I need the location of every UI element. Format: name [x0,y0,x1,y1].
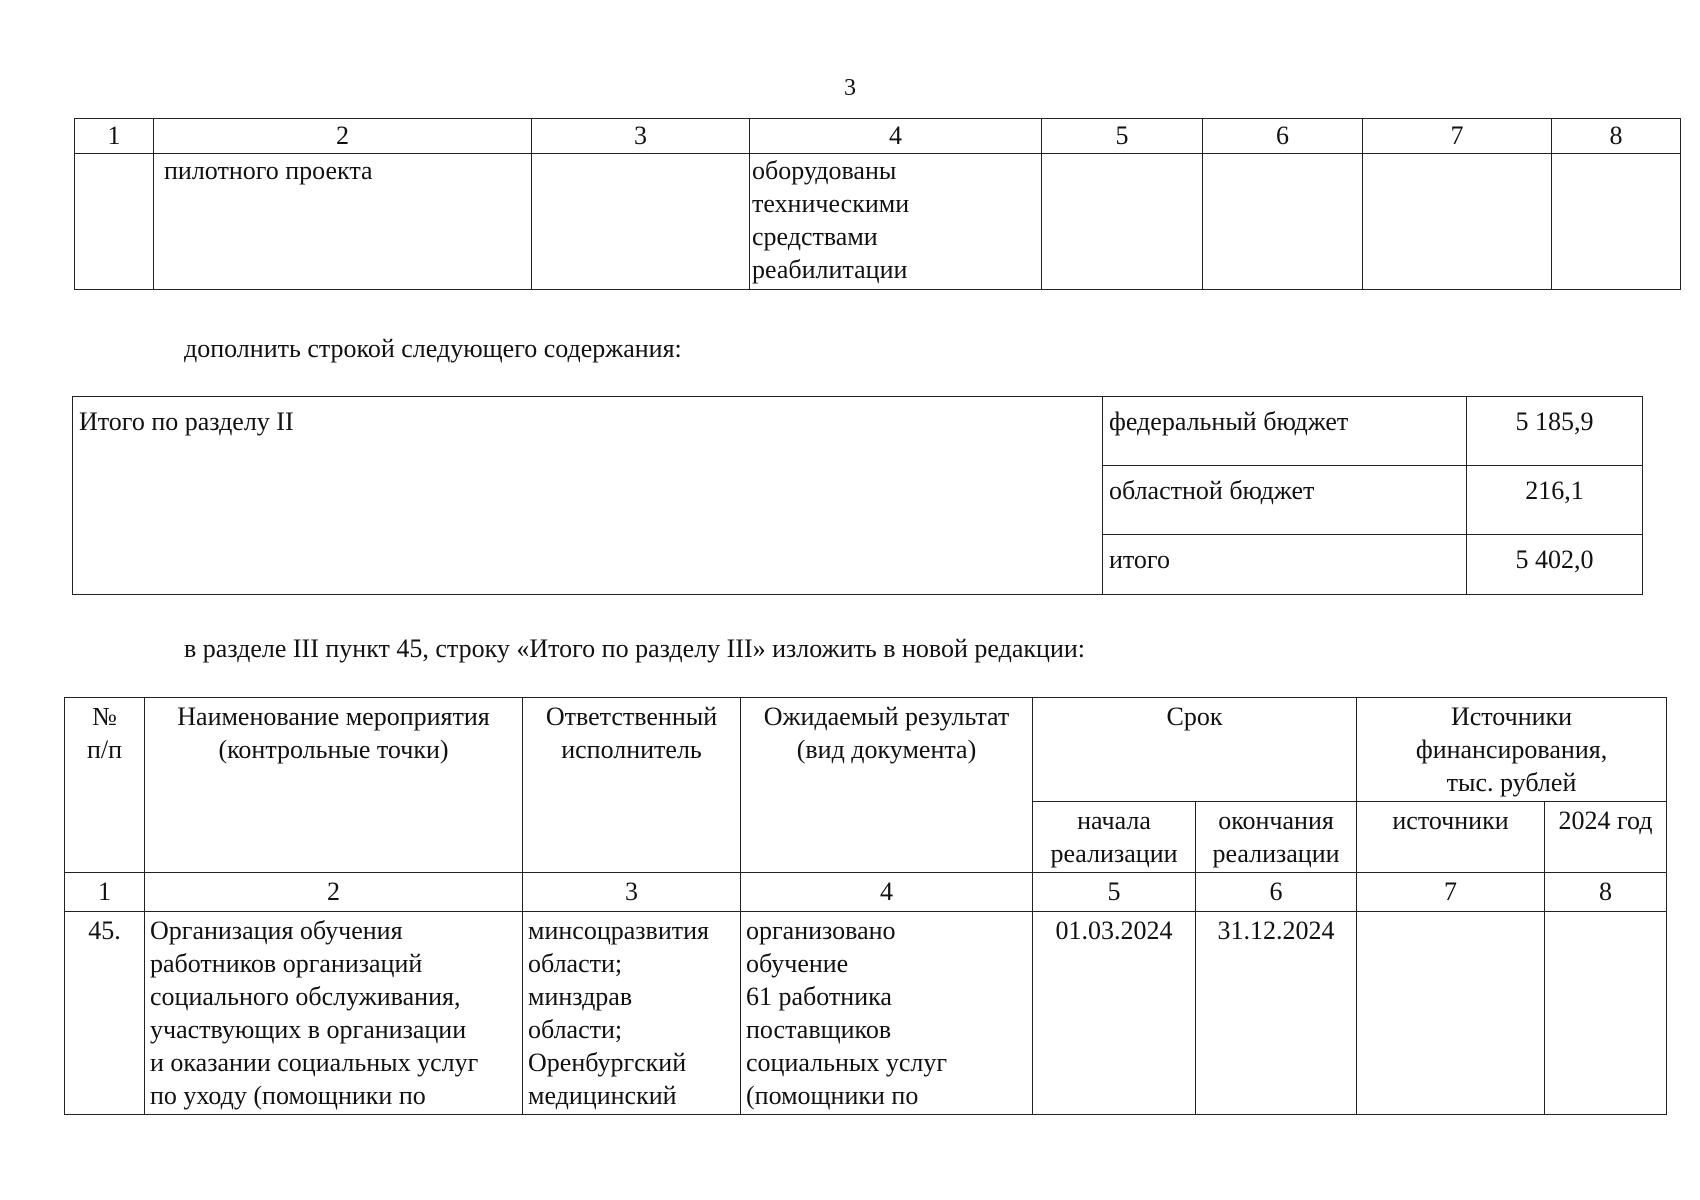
col-num-1: 1 [75,119,154,154]
continuation-table [74,118,1681,290]
table-row [65,912,1667,1115]
col-num-8: 8 [1552,119,1681,154]
column-number-row [75,119,1681,154]
row-sources [1357,912,1545,1115]
summary-table [72,396,1643,595]
col-num-7: 7 [1357,873,1545,912]
col-num-4: 4 [741,873,1033,912]
summary-source: итого [1103,535,1467,595]
row-responsible: минсоцразвития области; минздрав области; Оренбургский медицинский [523,912,741,1115]
col-num-6: 6 [1196,873,1357,912]
header-year: 2024 год [1545,802,1667,873]
col-num-2: 2 [145,873,523,912]
section-iii-table [64,697,1667,1115]
text-line: реабилитации [752,255,908,284]
row-number: 45. [65,912,145,1115]
text-line: средствами [752,222,878,251]
summary-value: 5 185,9 [1467,397,1643,466]
col-num-2: 2 [154,119,532,154]
summary-value: 5 402,0 [1467,535,1643,595]
col-num-5: 5 [1033,873,1196,912]
paragraph-section-iii: в разделе III пункт 45, строку «Итого по разделу III» изложить в новой редакции: [184,634,1085,663]
cell-name: пилотного проекта [154,154,532,290]
col-num-5: 5 [1042,119,1203,154]
text-line: техническими [752,189,910,218]
row-end-date: 31.12.2024 [1196,912,1357,1115]
row-year [1545,912,1667,1115]
row-name: Организация обучения работников организаций социального обслуживания, участвующих в организации и оказании социальных услуг по уходу (помощники по [145,912,523,1115]
col-num-3: 3 [523,873,741,912]
row-start-date: 01.03.2024 [1033,912,1196,1115]
header-funding: Источники финансирования, тыс. рублей [1357,698,1667,802]
col-num-6: 6 [1203,119,1363,154]
summary-source: федеральный бюджет [1103,397,1467,466]
paragraph-add-row: дополнить строкой следующего содержания: [184,334,682,363]
summary-source: областной бюджет [1103,466,1467,535]
col-num-1: 1 [65,873,145,912]
header-num: № п/п [65,698,145,873]
header-responsible: Ответственный исполнитель [523,698,741,873]
col-num-8: 8 [1545,873,1667,912]
col-num-3: 3 [532,119,750,154]
summary-label: Итого по разделу II [73,397,1103,595]
row-result: организовано обучение 61 работника поставщиков социальных услуг (помощники по [741,912,1033,1115]
col-num-7: 7 [1363,119,1552,154]
header-term: Срок [1033,698,1357,802]
header-end: окончания реализации [1196,802,1357,873]
header-start: начала реализации [1033,802,1196,873]
table-row [75,154,1681,290]
header-result: Ожидаемый результат (вид документа) [741,698,1033,873]
header-sources: источники [1357,802,1545,873]
header-row [65,698,1667,802]
header-name: Наименование мероприятия (контрольные точки) [145,698,523,873]
cell-result [750,154,1042,290]
page-number: 3 [844,75,856,101]
column-number-row [65,873,1667,912]
col-num-4: 4 [750,119,1042,154]
summary-value: 216,1 [1467,466,1643,535]
text-line: оборудованы [752,156,897,185]
